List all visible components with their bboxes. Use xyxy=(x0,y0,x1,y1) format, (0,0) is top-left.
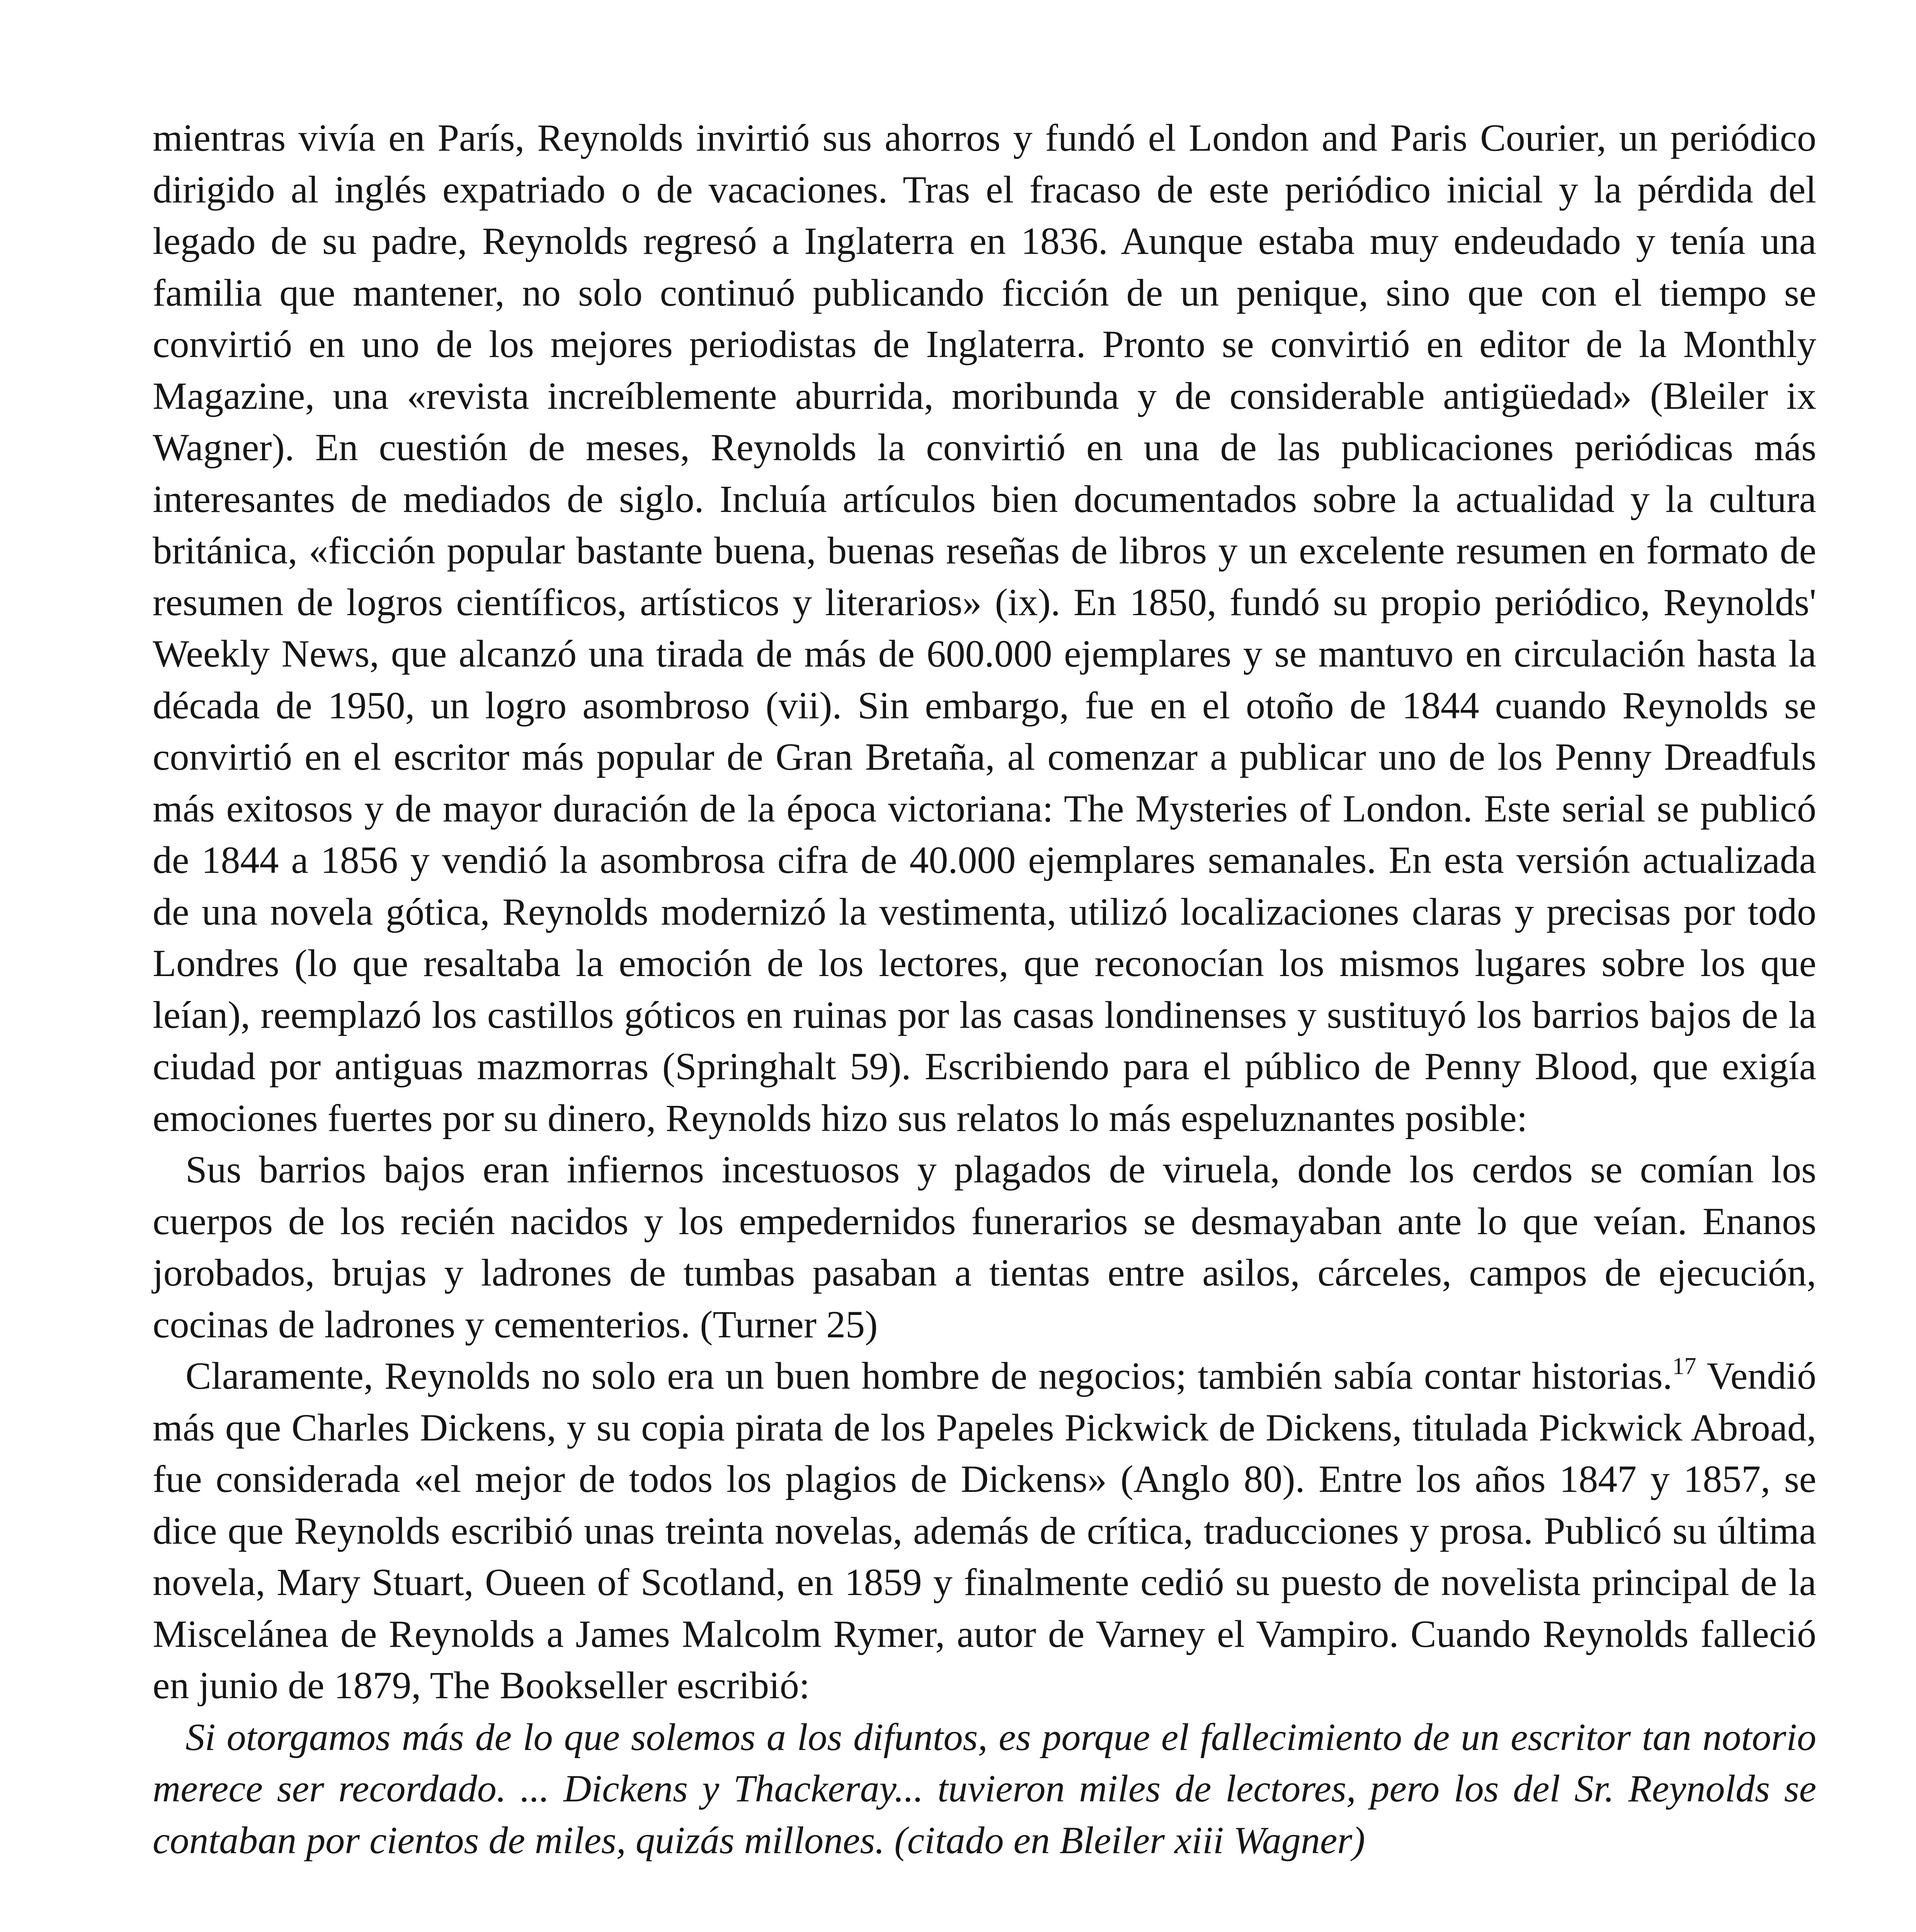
block-quote-bookseller: Si otorgamos más de lo que solemos a los difuntos, es porque el fallecimiento de un escritor tan notorio merece ser recordado. ... Dickens y Thackeray... tuvieron miles de lectores, pero los del Sr. Reynolds se contaban por cientos de miles, quizás millones. (citado en Bleiler xiii Wagner) xyxy=(153,1715,1816,1862)
block-quote-turner: Sus barrios bajos eran infiernos incestuosos y plagados de viruela, donde los cerdos se comían los cuerpos de los recién nacidos y los empedernidos funerarios se desmayaban ante lo que veían. Enanos jorobados, brujas y ladrones de tumbas pasaban a tientas entre asilos, cárceles, campos de ejecución, cocinas de ladrones y cementerios. (Turner 25) xyxy=(153,1148,1816,1346)
paragraph-2 xyxy=(153,1350,1816,1711)
main-text xyxy=(153,112,1816,1866)
paragraph-2-rest: Vendió más que Charles Dickens, y su copia pirata de los Papeles Pickwick de Dickens, titulada Pickwick Abroad, fue considerada «el mejor de todos los plagios de Dickens» (Anglo 80). Entre los años 1847 y 1857, se dice que Reynolds escribió unas treinta novelas, además de crítica, traducciones y prosa. Publicó su última novela, Mary Stuart, Oueen of Scotland, en 1859 y finalmente cedió su puesto de novelista principal de la Miscelánea de Reynolds a James Malcolm Rymer, autor de Varney el Vampiro. Cuando Reynolds falleció en junio de 1879, The Bookseller escribió: xyxy=(153,1354,1816,1707)
paragraph-2-start: Claramente, Reynolds no solo era un buen hombre de negocios; también sabía contar historias. xyxy=(185,1354,1673,1397)
paragraph-1: mientras vivía en París, Reynolds invirtió sus ahorros y fundó el London and Paris Courier, un periódico dirigido al inglés expatriado o de vacaciones. Tras el fracaso de este periódico inicial y la pérdida del legado de su padre, Reynolds regresó a Inglaterra en 1836. Aunque estaba muy endeudado y tenía una familia que mantener, no solo continuó publicando ficción de un penique, sino que con el tiempo se convirtió en uno de los mejores periodistas de Inglaterra. Pronto se convirtió en editor de la Monthly Magazine, una «revista increíblemente aburrida, moribunda y de considerable antigüedad» (Bleiler ix Wagner). En cuestión de meses, Reynolds la convirtió en una de las publicaciones periódicas más interesantes de mediados de siglo. Incluía artículos bien documentados sobre la actualidad y la cultura británica, «ficción popular bastante buena, buenas reseñas de libros y un excelente resumen en formato de resumen de logros científicos, artísticos y literarios» (ix). En 1850, fundó su propio periódico, Reynolds' Weekly News, que alcanzó una tirada de más de 600.000 ejemplares y se mantuvo en circulación hasta la década de 1950, un logro asombroso (vii). Sin embargo, fue en el otoño de 1844 cuando Reynolds se convirtió en el escritor más popular de Gran Bretaña, al comenzar a publicar uno de los Penny Dreadfuls más exitosos y de mayor duración de la época victoriana: The Mysteries of London. Este serial se publicó de 1844 a 1856 y vendió la asombrosa cifra de 40.000 ejemplares semanales. En esta versión actualizada de una novela gótica, Reynolds modernizó la vestimenta, utilizó localizaciones claras y precisas por todo Londres (lo que resaltaba la emoción de los lectores, que reconocían los mismos lugares sobre los que leían), reemplazó los castillos góticos en ruinas por las casas londinenses y sustituyó los barrios bajos de la ciudad por antiguas mazmorras (Springhalt 59). Escribiendo para el público de Penny Blood, que exigía emociones fuertes por su dinero, Reynolds hizo sus relatos lo más espeluznantes posible: xyxy=(153,116,1816,1139)
footnote-reference-17[interactable]: 17 xyxy=(1672,1353,1696,1379)
